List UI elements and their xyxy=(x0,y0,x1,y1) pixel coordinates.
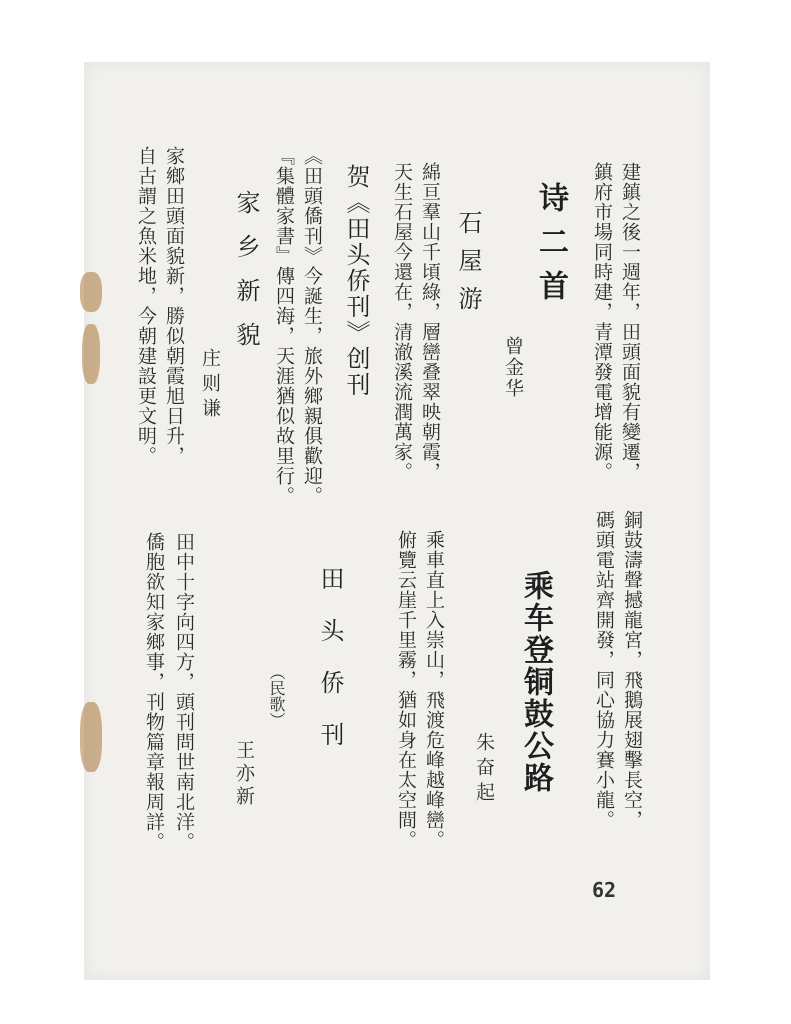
poem1-author: 曾金华 xyxy=(502,336,524,399)
poem2-line-1: 家鄉田頭面貌新，勝似朝霞旭日升， xyxy=(163,146,185,466)
poem4-author: 王亦新 xyxy=(233,740,255,809)
poem1-sub1-title: 石屋游 xyxy=(454,210,482,324)
poem3-line-1: 乘車直上入崇山，飛渡危峰越峰巒。 xyxy=(423,530,445,850)
poem3-intro-line-1: 銅鼓濤聲撼龍宮，飛鵝展翅擊長空， xyxy=(621,510,643,830)
poem1-sub2-line-2: 『集體家書』傳四海，天涯猶似故里行。 xyxy=(273,146,295,506)
poem3-title: 乘车登铜鼓公路 xyxy=(518,570,553,794)
poem4-genre: （民歌） xyxy=(267,664,286,728)
poem3-author: 朱奋起 xyxy=(473,732,495,807)
page-number: 62 xyxy=(592,878,617,902)
poem1-title: 诗二首 xyxy=(533,182,568,314)
page-stain-3 xyxy=(80,702,102,772)
poem2-title: 家乡新貌 xyxy=(232,190,260,366)
poem4-title: 田头侨刊 xyxy=(316,566,344,774)
page-stain-2 xyxy=(82,324,100,384)
poem1-intro-line-2: 鎮府市場同時建，青潭發電增能源。 xyxy=(591,162,613,482)
poem1-sub1-line-2: 天生石屋今還在，清澈溪流潤萬家。 xyxy=(391,162,413,482)
poem3-intro-line-2: 碼頭電站齊開發，同心協力賽小龍。 xyxy=(593,510,615,830)
poem1-sub2-line-1: 《田頭僑刊》今誕生，旅外鄉親俱歡迎。 xyxy=(301,146,323,506)
poem1-sub2-title: 贺《田头侨刊》创刊 xyxy=(342,164,370,398)
poem2-line-2: 自古謂之魚米地，今朝建設更文明。 xyxy=(135,146,157,466)
poem4-line-2: 僑胞欲知家鄉事，刊物篇章報周詳。 xyxy=(143,532,165,852)
poem3-line-2: 俯覽云崖千里霧，猶如身在太空間。 xyxy=(395,530,417,850)
page-stain-1 xyxy=(80,272,102,312)
poem4-line-1: 田中十字向四方，頭刊問世南北洋。 xyxy=(173,532,195,852)
poem2-author: 庄则谦 xyxy=(199,348,221,423)
poem1-intro-line-1: 建鎮之後一週年，田頭面貌有變遷， xyxy=(619,162,641,482)
poem1-sub1-line-1: 綿亘羣山千頃綠，層巒叠翠映朝霞， xyxy=(419,162,441,482)
